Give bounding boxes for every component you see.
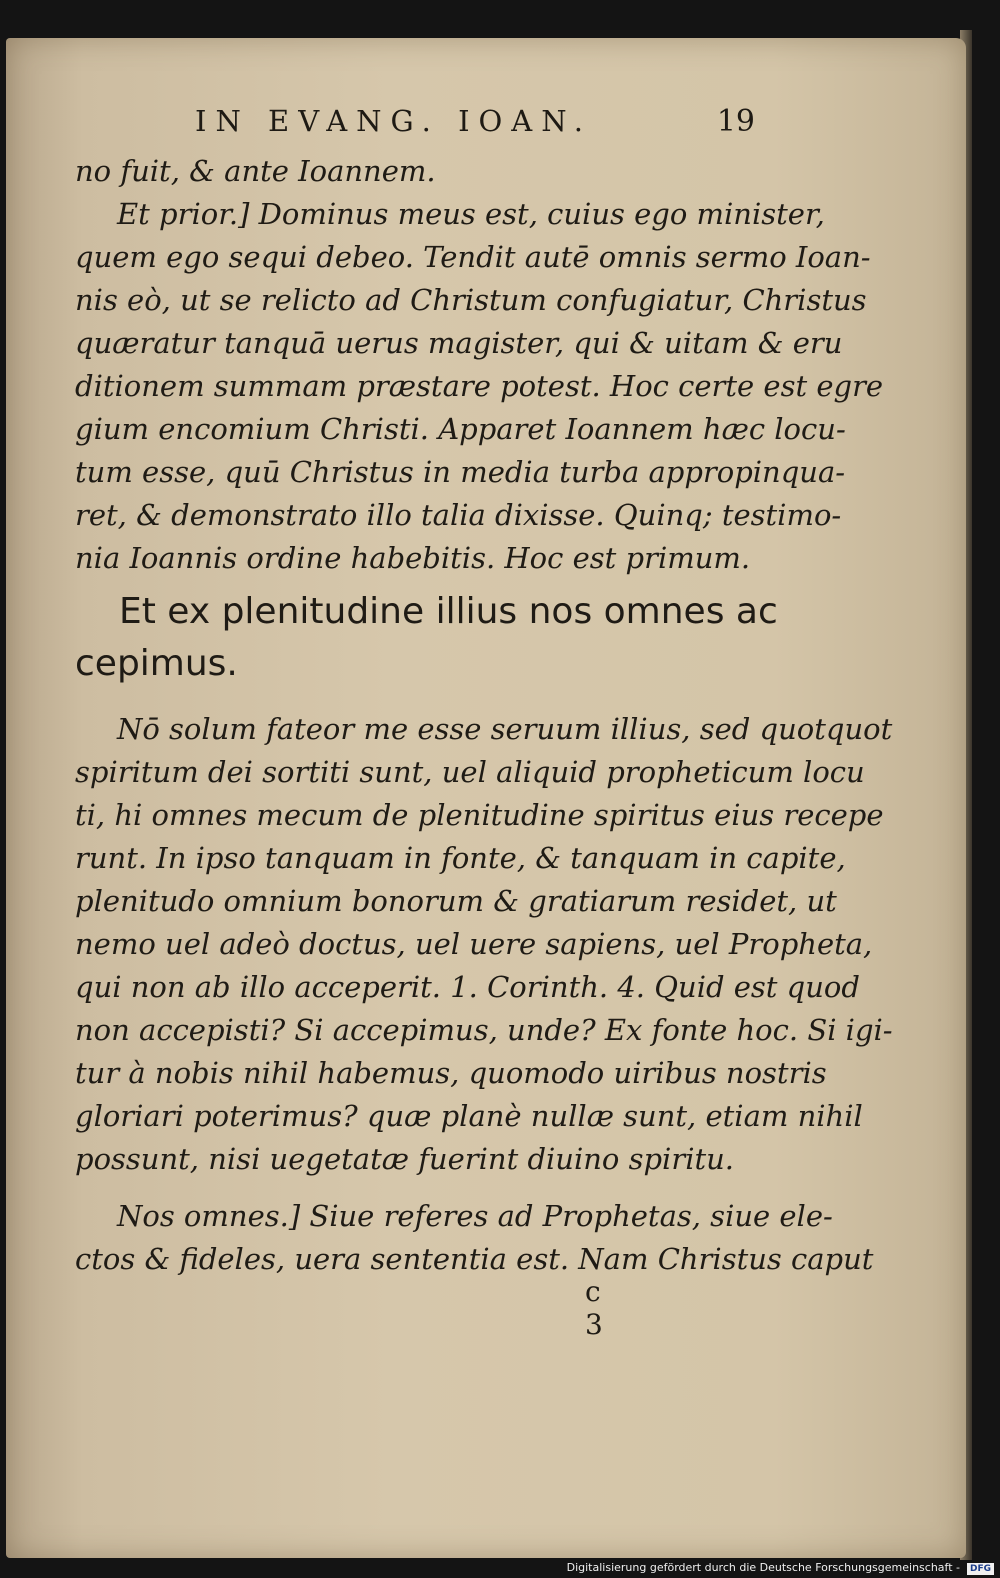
text-line: quæratur tanquā uerus magister, qui & uitam & eru [75,326,843,360]
text-line: Nos omnes.] Siue referes ad Prophetas, siue ele- [117,1199,833,1233]
lemma-heading [75,586,778,690]
text-line: ret, & demonstrato illo talia dixisse. Quinq; testimo- [75,498,842,532]
digitization-credit: Digitalisierung gefördert durch die Deutsche Forschungsgemeinschaft - [566,1561,960,1574]
text-line: tum esse, quū Christus in media turba appropinqua- [75,455,846,489]
signature-mark: c 3 [585,1275,633,1341]
text-line: gloriari poterimus? quæ planè nullæ sunt, etiam nihil [75,1099,863,1133]
text-line: nemo uel adeò doctus, uel uere sapiens, uel Propheta, [75,927,873,961]
running-head: IN EVANG. IOAN. [195,104,592,138]
text-line: Nō solum fateor me esse seruum illius, sed quotquot [117,712,893,746]
text-line: non accepisti? Si accepimus, unde? Ex fonte hoc. Si igi- [75,1013,893,1047]
page-header [195,104,755,144]
lemma-line: Et ex plenitudine illius nos omnes ac [119,591,778,632]
page-number: 19 [716,104,755,139]
text-line: qui non ab illo acceperit. 1. Corinth. 4. Quid est quod [75,970,860,1004]
text-line: gium encomium Christi. Apparet Ioannem hæc locu- [75,412,846,446]
text-line: nia Ioannis ordine habebitis. Hoc est primum. [75,541,751,575]
text-line: spiritum dei sortiti sunt, uel aliquid propheticum locu [75,755,865,789]
text-line: Et prior.] Dominus meus est, cuius ego minister, [117,197,825,231]
text-line: ti, hi omnes mecum de plenitudine spiritus eius recepe [75,798,884,832]
dfg-logo: DFG [967,1563,994,1575]
text-line: possunt, nisi uegetatæ fuerint diuino spiritu. [75,1142,735,1176]
text-line: tur à nobis nihil habemus, quomodo uiribus nostris [75,1056,827,1090]
lemma-line: cepimus. [75,643,238,684]
text-line: ctos & fideles, uera sententia est. Nam Christus caput [75,1242,874,1276]
text-line: plenitudo omnium bonorum & gratiarum residet, ut [75,884,837,918]
text-line: ditionem summam præstare potest. Hoc certe est egre [75,369,884,403]
text-line: quem ego sequi debeo. Tendit autē omnis sermo Ioan- [75,240,871,274]
text-line: runt. In ipso tanquam in fonte, & tanquam in capite, [75,841,846,875]
page-body [75,150,893,1281]
text-line: nis eò, ut se relicto ad Christum confugiatur, Christus [75,283,867,317]
text-line: no fuit, & ante Ioannem. [75,154,436,188]
